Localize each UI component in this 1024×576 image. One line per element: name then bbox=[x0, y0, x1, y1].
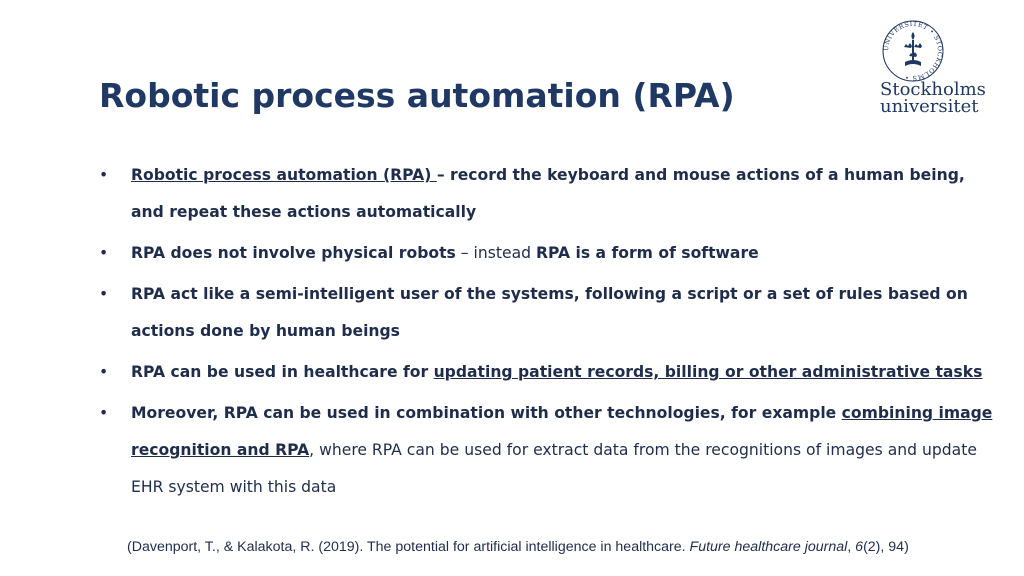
bullet-not-physical bbox=[99, 235, 999, 272]
bullet-rpa-definition bbox=[99, 157, 999, 231]
citation-issue-pages: (2), 94) bbox=[863, 539, 909, 555]
seal-ring-text: UNIVERSITET • STOCKHOLMS • bbox=[882, 20, 944, 82]
citation-separator: , bbox=[847, 539, 856, 555]
combination-lead: Moreover, RPA can be used in combination with other technologies, for example bbox=[131, 404, 842, 422]
rpa-definition-text: – record the keyboard and mouse actions of a human being, and repeat these actions automatically bbox=[131, 166, 965, 221]
rpa-term-link[interactable]: Robotic process automation (RPA) bbox=[131, 166, 437, 184]
university-logo bbox=[876, 20, 1006, 120]
image-recognition-link[interactable]: combining image recognition and RPA bbox=[131, 404, 993, 459]
logo-line-1: Stockholms bbox=[880, 79, 986, 100]
logo-line-2: universitet bbox=[880, 96, 979, 117]
citation-volume: 6 bbox=[855, 539, 864, 555]
healthcare-tasks-link[interactable]: updating patient records, billing or other administrative tasks bbox=[433, 363, 983, 381]
not-physical-connector: – instead bbox=[455, 244, 536, 262]
bullet-healthcare-use bbox=[99, 354, 999, 391]
slide-title: Robotic process automation (RPA) bbox=[99, 76, 735, 115]
semi-intelligent-text: RPA act like a semi-intelligent user of the systems, following a script or a set of rules based on actions done by human beings bbox=[131, 285, 968, 340]
bullet-combination bbox=[99, 395, 999, 506]
combination-rest: , where RPA can be used for extract data from the recognitions of images and update EHR system with this data bbox=[131, 441, 977, 496]
citation bbox=[127, 539, 909, 555]
healthcare-lead: RPA can be used in healthcare for bbox=[131, 363, 434, 381]
software-bold: RPA is a form of software bbox=[535, 244, 759, 262]
logo-wordmark bbox=[880, 81, 986, 115]
citation-journal: Future healthcare journal bbox=[689, 539, 848, 555]
not-physical-bold: RPA does not involve physical robots bbox=[131, 244, 456, 262]
bullet-semi-intelligent bbox=[99, 276, 999, 350]
citation-authors: (Davenport, T., & Kalakota, R. (2019). The potential for artificial intelligence in healthcare. bbox=[127, 539, 690, 555]
university-seal-icon bbox=[882, 20, 944, 82]
bullet-list bbox=[99, 157, 999, 510]
